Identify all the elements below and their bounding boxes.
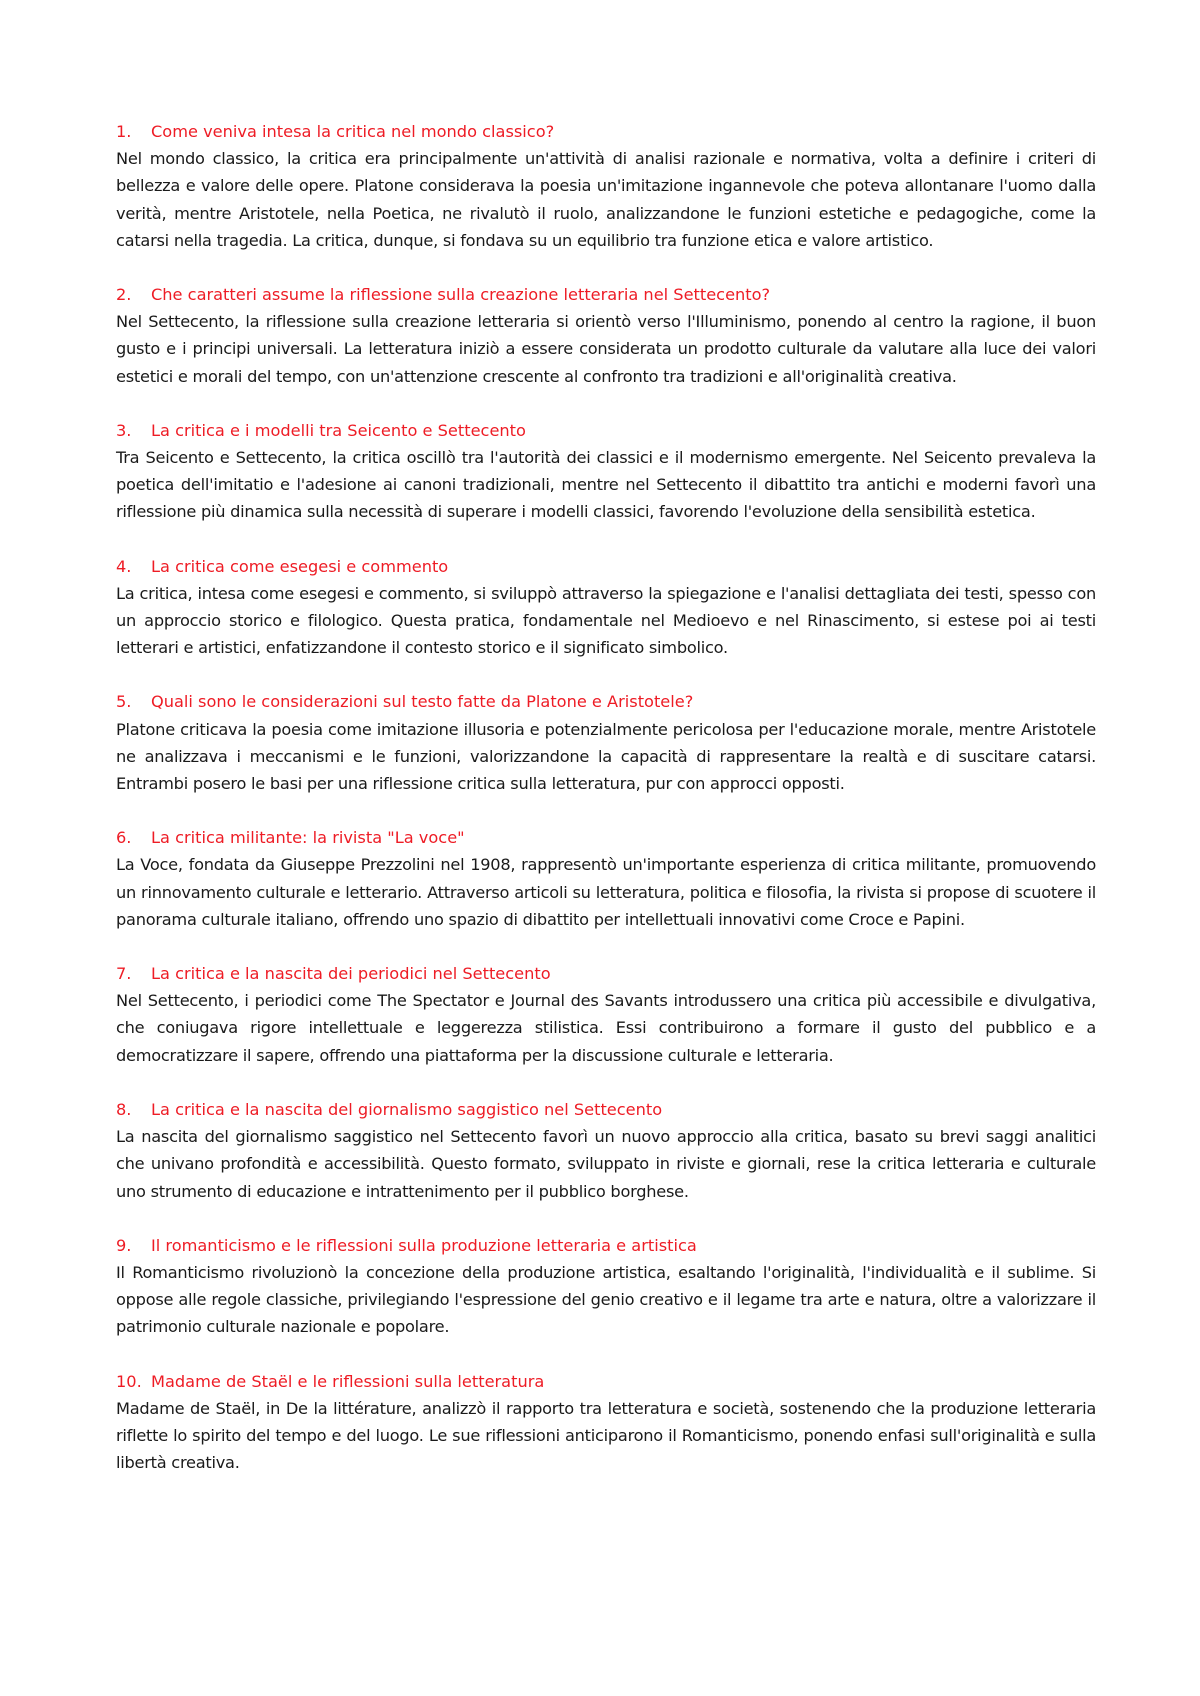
question-heading — [116, 118, 1096, 145]
qa-item-7 — [116, 960, 1096, 1069]
question-text: La critica e la nascita dei periodici nel Settecento — [151, 964, 551, 984]
question-number: 2. — [116, 285, 132, 305]
qa-item-3 — [116, 417, 1096, 526]
answer-paragraph: La critica, intesa come esegesi e commento, si sviluppò attraverso la spiegazione e l'analisi dettagliata dei testi, spesso con un approccio storico e filologico. Questa pratica, fondamentale nel Medioevo e nel Rinascimento, si estese poi ai testi letterari e artistici, enfatizzandone il contesto storico e il significato simbolico. — [116, 583, 1096, 658]
qa-item-4 — [116, 553, 1096, 662]
question-text: La critica e i modelli tra Seicento e Settecento — [151, 420, 526, 440]
question-text: Che caratteri assume la riflessione sulla creazione letteraria nel Settecento? — [151, 285, 771, 305]
answer-paragraph: Platone criticava la poesia come imitazione illusoria e potenzialmente pericolosa per l'educazione morale, mentre Aristotele ne analizzava i meccanismi e le funzioni, valorizzandone la capacità di rappresentare la realtà e di suscitare catarsi. Entrambi posero le basi per una riflessione critica sulla letteratura, pur con approcci opposti. — [116, 719, 1096, 794]
answer-paragraph: Madame de Staël, in De la littérature, analizzò il rapporto tra letteratura e società, sostenendo che la produzione letteraria riflette lo spirito del tempo e del luogo. Le sue riflessioni anticiparono il Romanticismo, ponendo enfasi sull'originalità e sulla libertà creativa. — [116, 1398, 1096, 1473]
question-number: 1. — [116, 122, 132, 141]
question-text: Come veniva intesa la critica nel mondo classico? — [151, 122, 555, 141]
qa-item-10 — [116, 1368, 1096, 1477]
answer-paragraph: Nel mondo classico, la critica era principalmente un'attività di analisi razionale e normativa, volta a definire i criteri di bellezza e valore delle opere. Platone considerava la poesia un'imitazione ingannevole che poteva allontanare l'uomo dalla verità, mentre Aristotele, nella Poetica, ne rivalutò il ruolo, analizzandone le funzioni estetiche e pedagogiche, come la catarsi nella tragedia. La critica, dunque, si fondava su un equilibrio tra funzione etica e valore artistico. — [116, 149, 1096, 250]
question-number: 8. — [116, 1099, 132, 1119]
qa-item-9 — [116, 1232, 1096, 1341]
question-number: 10. — [116, 1371, 142, 1391]
qa-item-5 — [116, 688, 1096, 797]
answer-paragraph: La Voce, fondata da Giuseppe Prezzolini nel 1908, rappresentò un'importante esperienza di critica militante, promuovendo un rinnovamento culturale e letterario. Attraverso articoli su letteratura, politica e filosofia, la rivista si propose di scuotere il panorama culturale italiano, offrendo uno spazio di dibattito per intellettuali innovativi come Croce e Papini. — [116, 855, 1096, 929]
qa-item-6 — [116, 824, 1096, 933]
question-heading — [116, 688, 1096, 715]
question-number: 7. — [116, 964, 132, 984]
answer-paragraph: Nel Settecento, i periodici come The Spectator e Journal des Savants introdussero una critica più accessibile e divulgativa, che coniugava rigore intellettuale e leggerezza stilistica. Essi contribuirono a formare il gusto del pubblico e a democratizzare il sapere, offrendo una piattaforma per la discussione culturale e letteraria. — [116, 991, 1096, 1065]
question-heading — [116, 1368, 1096, 1395]
question-text: Quali sono le considerazioni sul testo fatte da Platone e Aristotele? — [151, 692, 694, 712]
qa-item-1 — [116, 118, 1096, 254]
question-text: Madame de Staël e le riflessioni sulla letteratura — [151, 1371, 545, 1391]
question-heading — [116, 417, 1096, 444]
question-heading — [116, 960, 1096, 987]
answer-paragraph: Il Romanticismo rivoluzionò la concezione della produzione artistica, esaltando l'originalità, l'individualità e il sublime. Si oppose alle regole classiche, privilegiando l'espressione del genio creativo e il legame tra arte e natura, oltre a valorizzare il patrimonio culturale nazionale e popolare. — [116, 1262, 1096, 1337]
question-heading — [116, 1232, 1096, 1259]
question-number: 4. — [116, 556, 132, 576]
answer-paragraph: Tra Seicento e Settecento, la critica oscillò tra l'autorità dei classici e il modernismo emergente. Nel Seicento prevaleva la poetica dell'imitatio e l'adesione ai canoni tradizionali, mentre nel Settecento il dibattito tra antichi e moderni favorì una riflessione più dinamica sulla necessità di superare i modelli classici, favorendo l'evoluzione della sensibilità estetica. — [116, 448, 1096, 522]
question-text: La critica e la nascita del giornalismo saggistico nel Settecento — [151, 1099, 663, 1119]
question-text: La critica come esegesi e commento — [151, 556, 449, 576]
question-number: 9. — [116, 1235, 132, 1255]
question-text: La critica militante: la rivista "La voce" — [151, 828, 465, 848]
question-heading — [116, 824, 1096, 851]
answer-paragraph: La nascita del giornalismo saggistico nel Settecento favorì un nuovo approccio alla critica, basato su brevi saggi analitici che univano profondità e accessibilità. Questo formato, sviluppato in riviste e giornali, rese la critica letteraria e culturale uno strumento di educazione e intrattenimento per il pubblico borghese. — [116, 1127, 1096, 1201]
question-number: 6. — [116, 828, 132, 848]
question-heading — [116, 1096, 1096, 1123]
answer-paragraph: Nel Settecento, la riflessione sulla creazione letteraria si orientò verso l'Illuminismo, ponendo al centro la ragione, il buon gusto e i principi universali. La letteratura iniziò a essere considerata un prodotto culturale da valutare alla luce dei valori estetici e morali del tempo, con un'attenzione crescente al confronto tra tradizioni e all'originalità creativa. — [116, 312, 1096, 386]
question-text: Il romanticismo e le riflessioni sulla produzione letteraria e artistica — [151, 1235, 697, 1255]
qa-item-8 — [116, 1096, 1096, 1205]
question-number: 3. — [116, 420, 132, 440]
qa-item-2 — [116, 281, 1096, 390]
question-heading — [116, 281, 1096, 308]
question-heading — [116, 553, 1096, 580]
document-page — [116, 118, 1096, 1503]
question-number: 5. — [116, 692, 132, 712]
